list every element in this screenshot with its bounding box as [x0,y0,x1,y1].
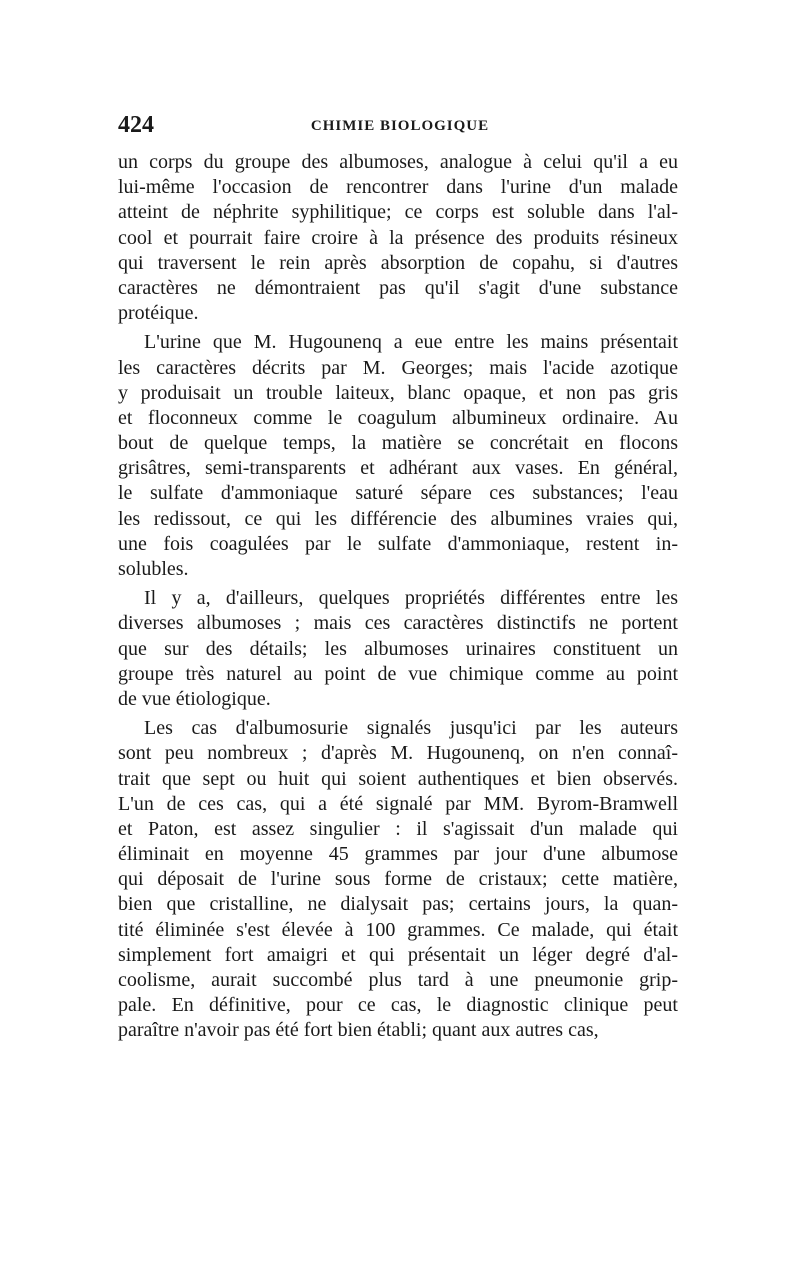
text-line: cool et pourrait faire croire à la présence des produits résineux [118,226,678,249]
text-line: y produisait un trouble laiteux, blanc opaque, et non pas gris [118,381,678,404]
text-line: solubles. [118,558,189,580]
text-line: tité éliminée s'est élevée à 100 grammes. Ce malade, qui était [118,918,678,941]
text-line: une fois coagulées par le sulfate d'ammoniaque, restent in- [118,532,678,555]
text-line: éliminait en moyenne 45 grammes par jour d'une albumose [118,843,678,866]
text-line: diverses albumoses ; mais ces caractères distinctifs ne portent [118,612,678,635]
text-line: un corps du groupe des albumoses, analogue à celui qu'il a eu [118,151,678,173]
text-line: grisâtres, semi-transparents et adhérant aux vases. En général, [118,457,678,480]
text-line: caractères ne démontraient pas qu'il s'agit d'une substance [118,276,678,299]
text-line: L'un de ces cas, qui a été signalé par MM. Byrom-Bramwell [118,792,678,815]
text-line: de vue étiologique. [118,687,271,710]
text-line: que sur des détails; les albumoses urinaires constituent un [118,637,678,660]
text-line: Il y a, d'ailleurs, quelques propriétés différentes entre les [144,587,678,610]
text-line: sont peu nombreux ; d'après M. Hugounenq, on n'en connaî- [118,742,678,765]
text-line: coolisme, aurait succombé plus tard à une pneumonie grip- [118,969,678,991]
text-line: lui-même l'occasion de rencontrer dans l'urine d'un malade [118,176,678,199]
text-line: bien que cristalline, ne dialysait pas; certains jours, la quan- [118,893,678,916]
text-line: atteint de néphrite syphilitique; ce corps est soluble dans l'al- [118,201,678,224]
body-text [118,150,678,1044]
text-line: les redissout, ce qui les différencie des albumines vraies qui, [118,507,678,530]
text-line: bout de quelque temps, la matière se concrétait en flocons [118,432,678,455]
text-line: trait que sept ou huit qui soient authentiques et bien observés. [118,767,678,790]
text-line: et floconneux comme le coagulum albumineux ordinaire. Au [118,406,678,429]
text-line: simplement fort amaigri et qui présentait un léger degré d'al- [118,943,678,966]
page-number: 424 [118,112,154,138]
text-line: protéique. [118,302,199,325]
text-line: Les cas d'albumosurie signalés jusqu'ici par les auteurs [144,717,678,740]
text-line: qui traversent le rein après absorption de copahu, si d'autres [118,251,678,274]
running-title: CHIMIE BIOLOGIQUE [310,118,490,134]
text-line: le sulfate d'ammoniaque saturé sépare ces substances; l'eau [118,482,678,505]
paragraph [118,330,678,582]
text-line: L'urine que M. Hugounenq a eue entre les mains présentait [144,331,678,354]
text-line: paraître n'avoir pas été fort bien établi; quant aux autres cas, [118,1019,599,1042]
paragraph [118,586,678,712]
paragraph [118,716,678,1043]
paragraph [118,150,678,326]
text-line: et Paton, est assez singulier : il s'agissait d'un malade qui [118,817,678,840]
text-line: groupe très naturel au point de vue chimique comme au point [118,662,678,685]
text-line: qui déposait de l'urine sous forme de cristaux; cette matière, [118,868,678,891]
text-line: les caractères décrits par M. Georges; mais l'acide azotique [118,356,678,379]
text-line: pale. En définitive, pour ce cas, le diagnostic clinique peut [118,994,678,1017]
